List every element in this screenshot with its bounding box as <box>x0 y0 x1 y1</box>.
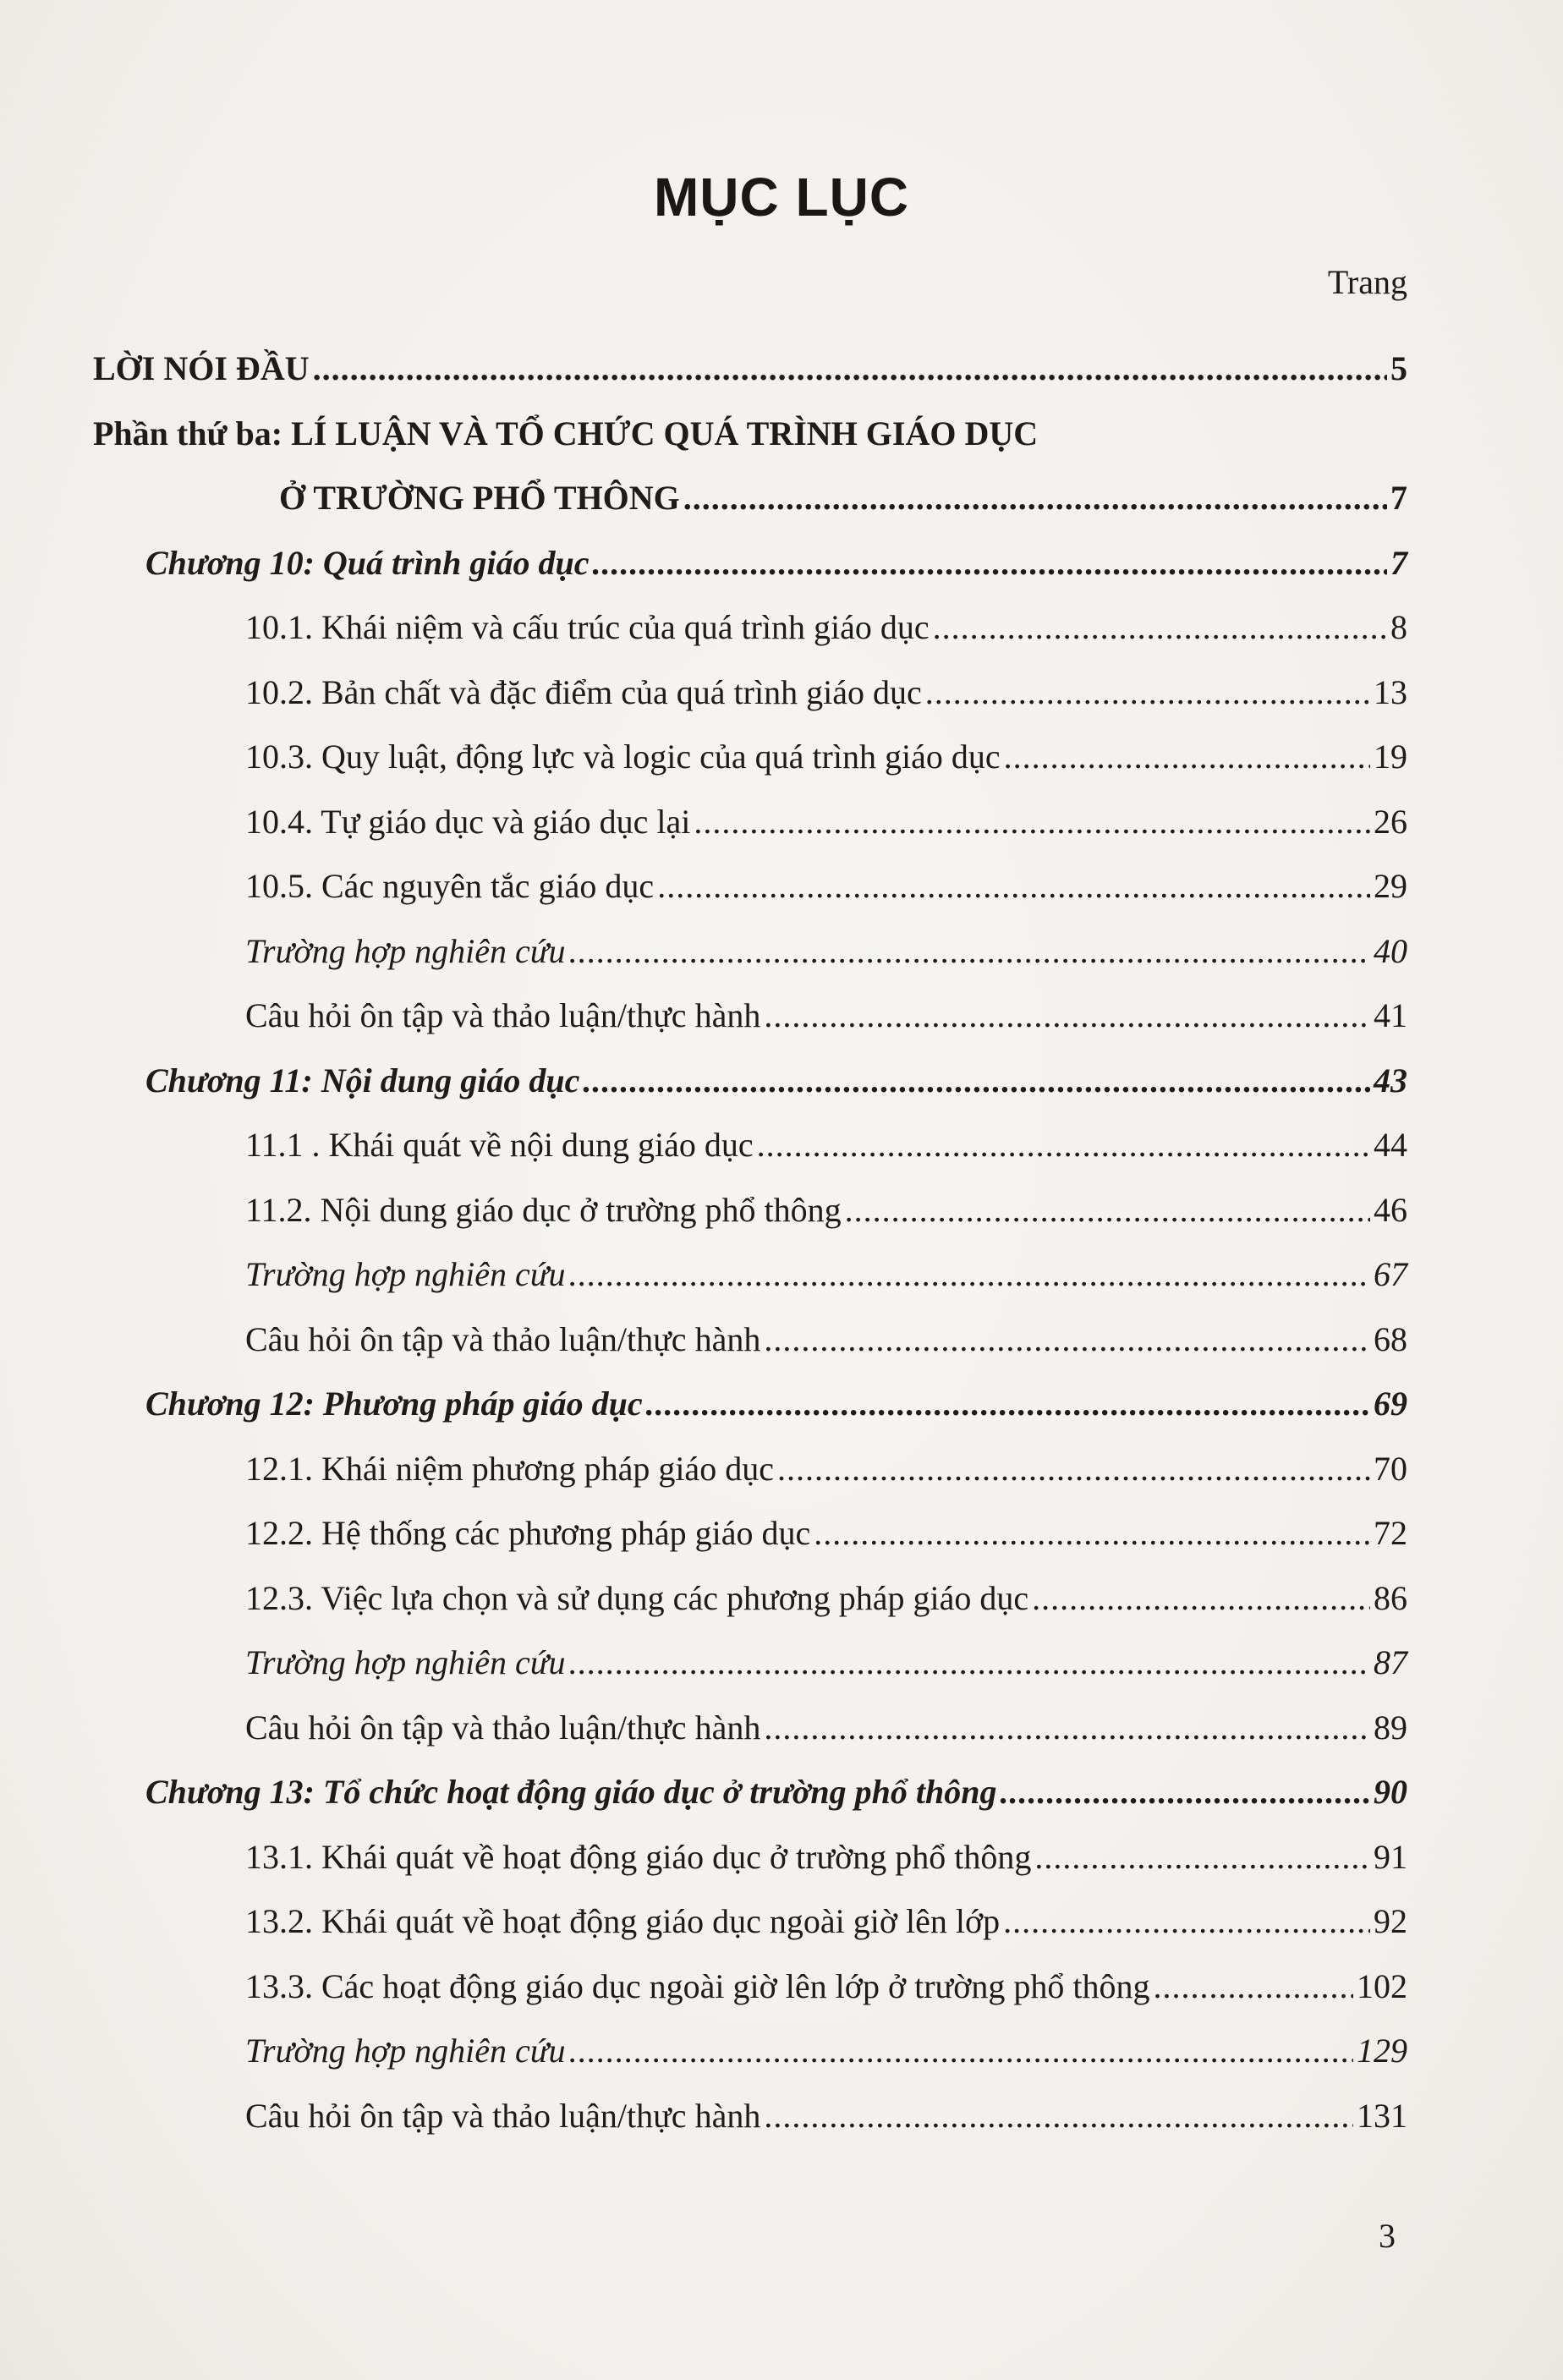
toc-leader-dots <box>1004 725 1370 790</box>
toc-entry-label: 12.1. Khái niệm phương pháp giáo dục <box>245 1449 774 1488</box>
toc-entry-page: 69 <box>1374 1385 1407 1423</box>
page-column-header: Trang <box>1327 263 1407 301</box>
toc-leader-dots <box>1000 1760 1370 1825</box>
toc-entry-label: 13.2. Khái quát về hoạt động giáo dục ngoài giờ lên lớp <box>245 1902 1001 1940</box>
toc-entry-label: Câu hỏi ôn tập và thảo luận/thực hành <box>245 1708 761 1747</box>
toc-entry-label: Chương 10: Quá trình giáo dục <box>145 543 590 582</box>
toc-entry[interactable] <box>93 919 1407 984</box>
toc-entry[interactable] <box>93 1308 1407 1373</box>
toc-entry-page: 72 <box>1374 1514 1407 1552</box>
toc-entry-page: 7 <box>1390 479 1407 517</box>
toc-entry-label: Ở TRƯỜNG PHỔ THÔNG <box>279 479 680 517</box>
toc-entry-label: Câu hỏi ôn tập và thảo luận/thực hành <box>245 1319 761 1358</box>
toc-leader-dots <box>592 531 1387 596</box>
toc-entry-label: Trường hợp nghiên cứu <box>245 931 566 970</box>
toc-leader-dots <box>1003 1889 1370 1955</box>
toc-entry-label: 10.5. Các nguyên tắc giáo dục <box>245 867 655 905</box>
toc-entry-label: Chương 13: Tổ chức hoạt động giáo dục ở trường phổ thông <box>145 1773 997 1811</box>
toc-entry[interactable] <box>93 1889 1407 1955</box>
toc-leader-dots <box>764 1696 1370 1761</box>
toc-entry-label: Chương 11: Nội dung giáo dục <box>145 1061 580 1100</box>
toc-entry[interactable] <box>93 337 1407 402</box>
toc-entry-page: 90 <box>1374 1773 1407 1811</box>
toc-entry[interactable] <box>93 1631 1407 1696</box>
toc-entry[interactable] <box>93 2019 1407 2084</box>
toc-entry-page: 87 <box>1374 1643 1407 1681</box>
toc-leader-dots <box>933 595 1387 661</box>
toc-entry-label: 10.3. Quy luật, động lực và logic của quá trình giáo dục <box>245 738 1001 776</box>
toc-entry[interactable] <box>93 1501 1407 1566</box>
toc-entry-label: 13.3. Các hoạt động giáo dục ngoài giờ lên lớp ở trường phổ thông <box>245 1966 1150 2005</box>
toc-entry-label: 11.2. Nội dung giáo dục ở trường phổ thông <box>245 1190 842 1229</box>
toc-leader-dots <box>646 1372 1370 1437</box>
toc-entry[interactable] <box>93 1372 1407 1437</box>
toc-entry-label: 10.4. Tự giáo dục và giáo dục lại <box>245 802 691 841</box>
toc-leader-dots <box>925 661 1370 726</box>
toc-entry-label: Trường hợp nghiên cứu <box>245 1643 566 1681</box>
toc-entry-page: 40 <box>1374 931 1407 970</box>
toc-entry-label: 10.1. Khái niệm và cấu trúc của quá trình giáo dục <box>245 608 930 646</box>
toc-leader-dots <box>569 1242 1370 1308</box>
toc-entry-page: 8 <box>1390 608 1407 646</box>
toc-leader-dots <box>814 1501 1370 1566</box>
toc-entry[interactable] <box>93 1242 1407 1308</box>
toc-entry-page: 131 <box>1357 2096 1407 2135</box>
toc-entry-label: Phần thứ ba: LÍ LUẬN VÀ TỔ CHỨC QUÁ TRÌNH GIÁO DỤC <box>93 414 1039 452</box>
toc-entry-label: LỜI NÓI ĐẦU <box>93 349 310 387</box>
toc-entry-page: 44 <box>1374 1126 1407 1164</box>
toc-leader-dots <box>683 466 1387 531</box>
toc-entry[interactable] <box>93 661 1407 726</box>
toc-entry-label: 11.1 . Khái quát về nội dung giáo dục <box>245 1126 754 1164</box>
toc-entry-page: 43 <box>1374 1061 1407 1100</box>
toc-leader-dots <box>583 1049 1370 1114</box>
toc-entry-page: 86 <box>1374 1578 1407 1617</box>
toc-entry[interactable] <box>93 725 1407 790</box>
toc-entry-label: 12.3. Việc lựa chọn và sử dụng các phương pháp giáo dục <box>245 1578 1029 1617</box>
page-title: MỤC LỤC <box>653 167 910 228</box>
toc-entry-label: Câu hỏi ôn tập và thảo luận/thực hành <box>245 2096 761 2135</box>
toc-entry-page: 70 <box>1374 1449 1407 1488</box>
toc-entry[interactable] <box>93 1566 1407 1631</box>
page-number: 3 <box>1379 2217 1396 2255</box>
toc-entry[interactable] <box>93 531 1407 596</box>
toc-entry[interactable] <box>93 1760 1407 1825</box>
toc-entry-label: Trường hợp nghiên cứu <box>245 1255 566 1293</box>
toc-entry-label: Trường hợp nghiên cứu <box>245 2032 566 2070</box>
toc-entry[interactable] <box>93 984 1407 1049</box>
toc-leader-dots <box>694 790 1370 855</box>
toc-entry[interactable] <box>93 1955 1407 2020</box>
toc-entry-page: 68 <box>1374 1319 1407 1358</box>
toc-entry-page: 92 <box>1374 1902 1407 1940</box>
toc-entry-label: Câu hỏi ôn tập và thảo luận/thực hành <box>245 996 761 1034</box>
toc-leader-dots <box>764 1308 1370 1373</box>
toc-entry[interactable] <box>93 2084 1407 2149</box>
toc-entry-page: 13 <box>1374 672 1407 711</box>
toc-leader-dots <box>845 1178 1370 1243</box>
toc-leader-dots <box>777 1437 1370 1502</box>
toc-entry-page: 102 <box>1357 1966 1407 2005</box>
toc-leader-dots <box>657 854 1370 919</box>
toc-entry-label: 10.2. Bản chất và đặc điểm của quá trình giáo dục <box>245 672 922 711</box>
toc-entry-label: 13.1. Khái quát về hoạt động giáo dục ở trường phổ thông <box>245 1837 1032 1876</box>
toc-entry-page: 29 <box>1374 867 1407 905</box>
toc-leader-dots <box>1153 1955 1353 2020</box>
toc-entry[interactable] <box>93 1113 1407 1178</box>
toc-leader-dots <box>1032 1566 1370 1631</box>
toc-entry[interactable] <box>93 1437 1407 1502</box>
toc-entry[interactable] <box>93 595 1407 661</box>
toc-leader-dots <box>569 2019 1353 2084</box>
toc-entry[interactable] <box>93 1178 1407 1243</box>
toc-entry-page: 89 <box>1374 1708 1407 1747</box>
toc-entry-page: 67 <box>1374 1255 1407 1293</box>
toc-leader-dots <box>757 1113 1370 1178</box>
toc-entry-page: 46 <box>1374 1190 1407 1229</box>
toc-entry-page: 26 <box>1374 802 1407 841</box>
toc-entry[interactable] <box>93 1696 1407 1761</box>
toc-leader-dots <box>764 2084 1353 2149</box>
toc-entry-page: 129 <box>1357 2032 1407 2070</box>
toc-leader-dots <box>1034 1825 1370 1890</box>
toc-entry[interactable] <box>93 1049 1407 1114</box>
toc-entry-page: 91 <box>1374 1837 1407 1876</box>
toc-leader-dots <box>569 1631 1370 1696</box>
toc-leader-dots <box>569 919 1370 984</box>
toc-leader-dots <box>764 984 1370 1049</box>
toc-entry-page: 7 <box>1390 543 1407 582</box>
toc-entry[interactable] <box>93 1825 1407 1890</box>
toc-entry-label: Chương 12: Phương pháp giáo dục <box>145 1385 643 1423</box>
toc-entry-page: 19 <box>1374 738 1407 776</box>
toc-entry[interactable] <box>93 790 1407 855</box>
toc-entry[interactable] <box>93 854 1407 919</box>
toc-entry-label: 12.2. Hệ thống các phương pháp giáo dục <box>245 1514 811 1552</box>
toc-entry[interactable] <box>93 466 1407 531</box>
toc-entry-page: 5 <box>1390 349 1407 387</box>
toc-entry[interactable] <box>93 402 1407 467</box>
toc-leader-dots <box>313 337 1387 402</box>
table-of-contents <box>93 337 1407 2148</box>
toc-entry-page: 41 <box>1374 996 1407 1034</box>
